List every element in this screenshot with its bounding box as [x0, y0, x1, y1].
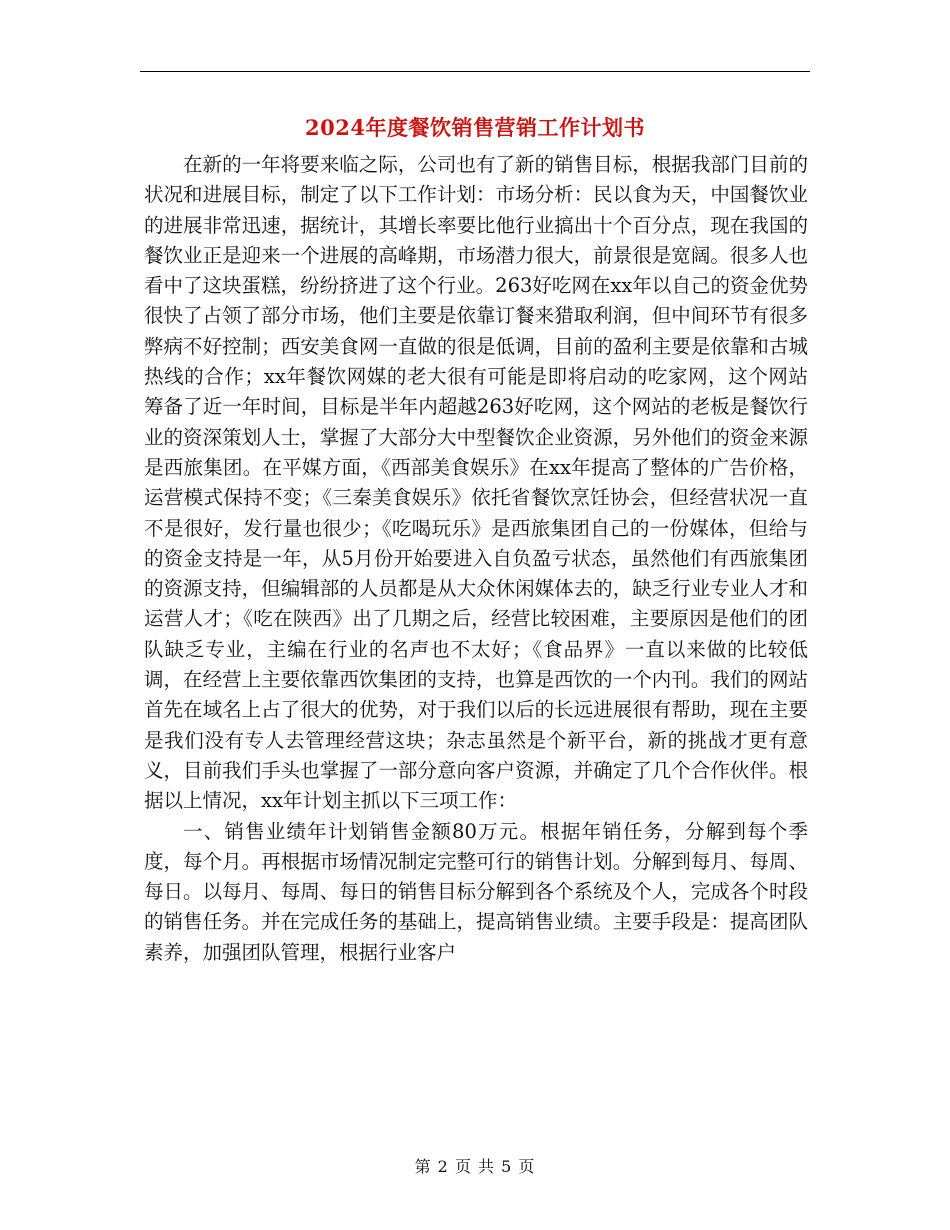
document-title: 2024年度餐饮销售营销工作计划书: [305, 115, 645, 140]
paragraph-sales-target: 一、销售业绩年计划销售金额80万元。根据年销任务，分解到每个季度，每个月。再根据市场情况制定完整可行的销售计划。分解到每月、每周、每日。以每月、每周、每日的销售目标分解到各个系统及个人，完成各个时段的销售任务。并在完成任务的基础上，提高销售业绩。主要手段是：提高团队素养，加强团队管理，根据行业客户: [144, 819, 808, 964]
paragraph-intro: 在新的一年将要来临之际，公司也有了新的销售目标，根据我部门目前的状况和进展目标，制定了以下工作计划：市场分析：民以食为天，中国餐饮业的进展非常迅速，据统计，其增长率要比他行业搞出十个百分点，现在我国的餐饮业正是迎来一个进展的高峰期，市场潜力很大，前景很是宽阔。很多人也看中了这块蛋糕，纷纷挤进了这个行业。263好吃网在xx年以自己的资金优势很快了占领了部分市场，他们主要是依靠订餐来猎取利润，但中间环节有很多弊病不好控制；西安美食网一直做的很是低调，目前的盈利主要是依靠和古城热线的合作；xx年餐饮网媒的老大很有可能是即将启动的吃家网，这个网站筹备了近一年时间，目标是半年内超越263好吃网，这个网站的老板是餐饮行业的资深策划人士，掌握了大部分大中型餐饮企业资源，另外他们的资金来源是西旅集团。在平媒方面，《西部美食娱乐》在xx年提高了整体的广告价格，运营模式保持不变；《三秦美食娱乐》依托省餐饮烹饪协会，但经营状况一直不是很好，发行量也很少；《吃喝玩乐》是西旅集团自己的一份媒体，但给与的资金支持是一年，从5月份开始要进入自负盈亏状态，虽然他们有西旅集团的资源支持，但编辑部的人员都是从大众休闲媒体去的，缺乏行业专业人才和运营人才；《吃在陕西》出了几期之后，经营比较困难，主要原因是他们的团队缺乏专业，主编在行业的名声也不太好；《食品界》一直以来做的比较低调，在经营上主要依靠西饮集团的支持，也算是西饮的一个内刊。我们的网站首先在域名上占了很大的优势，对于我们以后的长远进展很有帮助，现在主要是我们没有专人去管理经营这块；杂志虽然是个新平台，新的挑战才更有意义，目前我们手头也掌握了一部分意向客户资源，并确定了几个合作伙伴。根据以上情况，xx年计划主抓以下三项工作：: [144, 153, 808, 813]
document-body: [144, 150, 808, 968]
header-rule: [140, 71, 810, 72]
page-number-footer: 第 2 页 共 5 页: [414, 1157, 536, 1176]
